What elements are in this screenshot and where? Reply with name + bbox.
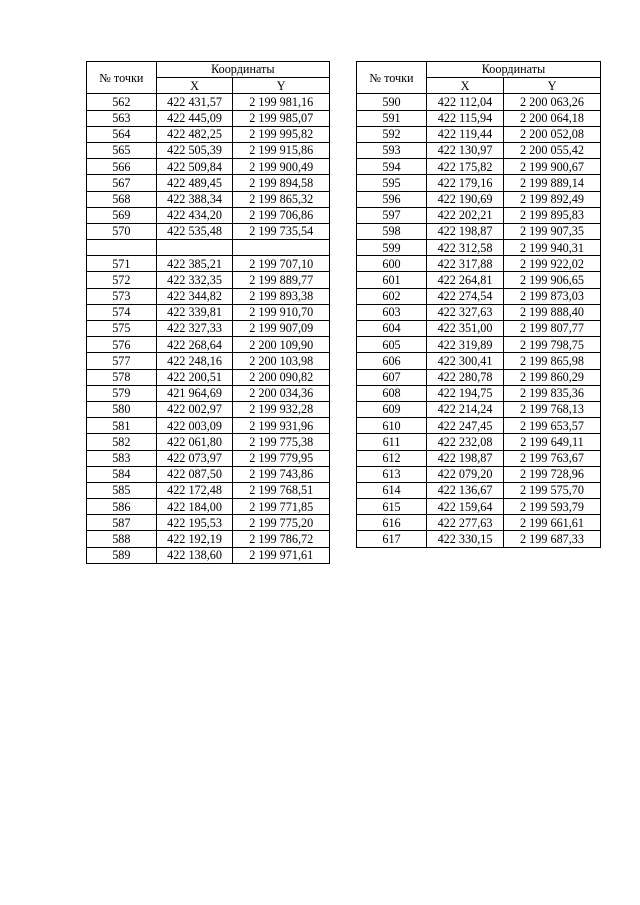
y-coordinate-cell: 2 199 728,96 <box>504 466 601 482</box>
y-coordinate-cell: 2 199 661,61 <box>504 515 601 531</box>
x-coordinate-cell: 422 112,04 <box>427 94 504 110</box>
table-row <box>357 369 601 385</box>
point-number-cell: 576 <box>87 337 157 353</box>
point-number-cell: 578 <box>87 369 157 385</box>
point-number-cell: 589 <box>87 547 157 563</box>
y-coordinate-cell: 2 199 768,13 <box>504 401 601 417</box>
x-coordinate-cell: 422 138,60 <box>156 547 233 563</box>
point-number-cell: 595 <box>357 175 427 191</box>
x-coordinate-cell: 422 179,16 <box>427 175 504 191</box>
y-coordinate-cell: 2 199 888,40 <box>504 304 601 320</box>
y-coordinate-cell: 2 199 771,85 <box>233 499 330 515</box>
y-coordinate-cell: 2 199 922,02 <box>504 256 601 272</box>
y-coordinate-cell: 2 199 860,29 <box>504 369 601 385</box>
x-coordinate-cell: 422 002,97 <box>156 401 233 417</box>
table-row <box>87 482 330 498</box>
y-coordinate-cell: 2 200 063,26 <box>504 94 601 110</box>
table-row <box>87 466 330 482</box>
x-coordinate-cell: 422 115,94 <box>427 110 504 126</box>
point-number-cell: 598 <box>357 223 427 239</box>
x-coordinate-cell: 422 159,64 <box>427 499 504 515</box>
x-coordinate-cell: 422 332,35 <box>156 272 233 288</box>
x-coordinate-cell: 422 061,80 <box>156 434 233 450</box>
table-row <box>87 369 330 385</box>
y-coordinate-cell: 2 199 735,54 <box>233 223 330 239</box>
header-point-no: № точки <box>357 62 427 94</box>
point-number-cell: 610 <box>357 418 427 434</box>
point-number-cell: 588 <box>87 531 157 547</box>
point-number-cell: 612 <box>357 450 427 466</box>
blank-row <box>87 240 330 256</box>
table-row <box>87 434 330 450</box>
point-number-cell: 566 <box>87 159 157 175</box>
table-row <box>357 94 601 110</box>
table-row <box>87 304 330 320</box>
table-row <box>87 94 330 110</box>
point-number-cell: 564 <box>87 126 157 142</box>
point-number-cell: 600 <box>357 256 427 272</box>
table-row <box>357 531 601 547</box>
point-number-cell: 569 <box>87 207 157 223</box>
x-coordinate-cell: 422 198,87 <box>427 223 504 239</box>
table-row <box>87 515 330 531</box>
x-coordinate-cell: 422 172,48 <box>156 482 233 498</box>
table-row <box>87 353 330 369</box>
point-number-cell: 611 <box>357 434 427 450</box>
table-row <box>87 256 330 272</box>
table-row <box>87 499 330 515</box>
x-coordinate-cell: 422 119,44 <box>427 126 504 142</box>
point-number-cell: 609 <box>357 401 427 417</box>
table-row <box>357 466 601 482</box>
header-coordinates: Координаты <box>427 62 601 78</box>
x-coordinate-cell: 422 312,58 <box>427 240 504 256</box>
table-row <box>357 337 601 353</box>
y-coordinate-cell: 2 200 109,90 <box>233 337 330 353</box>
point-number-cell: 606 <box>357 353 427 369</box>
point-number-cell: 614 <box>357 482 427 498</box>
point-number-cell: 584 <box>87 466 157 482</box>
table-row <box>87 159 330 175</box>
table-row <box>87 321 330 337</box>
y-coordinate-cell: 2 199 575,70 <box>504 482 601 498</box>
table-row <box>357 418 601 434</box>
point-number-cell: 580 <box>87 401 157 417</box>
point-number-cell: 585 <box>87 482 157 498</box>
table-row <box>87 288 330 304</box>
y-coordinate-cell: 2 199 775,38 <box>233 434 330 450</box>
x-coordinate-cell: 422 214,24 <box>427 401 504 417</box>
x-coordinate-cell: 422 434,20 <box>156 207 233 223</box>
x-coordinate-cell: 422 489,45 <box>156 175 233 191</box>
x-coordinate-cell: 422 073,97 <box>156 450 233 466</box>
point-number-cell: 592 <box>357 126 427 142</box>
table-row <box>87 401 330 417</box>
y-coordinate-cell: 2 200 103,98 <box>233 353 330 369</box>
table-row <box>87 223 330 239</box>
table-row <box>357 515 601 531</box>
x-coordinate-cell: 422 280,78 <box>427 369 504 385</box>
point-number-cell: 571 <box>87 256 157 272</box>
x-coordinate-cell: 422 192,19 <box>156 531 233 547</box>
y-coordinate-cell: 2 199 593,79 <box>504 499 601 515</box>
x-coordinate-cell: 422 535,48 <box>156 223 233 239</box>
table-row <box>357 240 601 256</box>
point-number-cell: 608 <box>357 385 427 401</box>
table-row <box>357 288 601 304</box>
y-coordinate-cell: 2 199 706,86 <box>233 207 330 223</box>
table-row <box>357 126 601 142</box>
x-coordinate-cell: 422 330,15 <box>427 531 504 547</box>
y-coordinate-cell: 2 199 873,03 <box>504 288 601 304</box>
x-coordinate-cell: 422 317,88 <box>427 256 504 272</box>
point-number-cell: 581 <box>87 418 157 434</box>
table-row <box>87 175 330 191</box>
y-coordinate-cell: 2 199 835,36 <box>504 385 601 401</box>
y-coordinate-cell <box>233 240 330 256</box>
y-coordinate-cell: 2 200 055,42 <box>504 142 601 158</box>
y-coordinate-cell: 2 199 932,28 <box>233 401 330 417</box>
y-coordinate-cell: 2 199 894,58 <box>233 175 330 191</box>
table-row <box>357 272 601 288</box>
table-row <box>357 223 601 239</box>
x-coordinate-cell: 422 175,82 <box>427 159 504 175</box>
y-coordinate-cell: 2 199 907,09 <box>233 321 330 337</box>
x-coordinate-cell: 422 339,81 <box>156 304 233 320</box>
x-coordinate-cell: 422 319,89 <box>427 337 504 353</box>
point-number-cell: 607 <box>357 369 427 385</box>
x-coordinate-cell: 422 194,75 <box>427 385 504 401</box>
table-row <box>87 272 330 288</box>
header-y: Y <box>504 78 601 94</box>
y-coordinate-cell: 2 199 779,95 <box>233 450 330 466</box>
y-coordinate-cell: 2 199 768,51 <box>233 482 330 498</box>
x-coordinate-cell: 422 277,63 <box>427 515 504 531</box>
x-coordinate-cell: 421 964,69 <box>156 385 233 401</box>
x-coordinate-cell: 422 130,97 <box>427 142 504 158</box>
point-number-cell: 563 <box>87 110 157 126</box>
y-coordinate-cell: 2 200 034,36 <box>233 385 330 401</box>
y-coordinate-cell: 2 199 707,10 <box>233 256 330 272</box>
table-row <box>357 142 601 158</box>
table-row <box>357 401 601 417</box>
x-coordinate-cell: 422 184,00 <box>156 499 233 515</box>
table-row <box>87 126 330 142</box>
point-number-cell: 617 <box>357 531 427 547</box>
point-number-cell: 574 <box>87 304 157 320</box>
x-coordinate-cell: 422 003,09 <box>156 418 233 434</box>
table-row <box>357 110 601 126</box>
point-number-cell: 599 <box>357 240 427 256</box>
x-coordinate-cell: 422 482,25 <box>156 126 233 142</box>
x-coordinate-cell: 422 232,08 <box>427 434 504 450</box>
y-coordinate-cell: 2 199 893,38 <box>233 288 330 304</box>
x-coordinate-cell <box>156 240 233 256</box>
y-coordinate-cell: 2 199 798,75 <box>504 337 601 353</box>
point-number-cell: 591 <box>357 110 427 126</box>
y-coordinate-cell: 2 199 649,11 <box>504 434 601 450</box>
point-number-cell: 567 <box>87 175 157 191</box>
x-coordinate-cell: 422 274,54 <box>427 288 504 304</box>
table-row <box>357 385 601 401</box>
y-coordinate-cell: 2 199 907,35 <box>504 223 601 239</box>
x-coordinate-cell: 422 388,34 <box>156 191 233 207</box>
y-coordinate-cell: 2 200 052,08 <box>504 126 601 142</box>
y-coordinate-cell: 2 199 915,86 <box>233 142 330 158</box>
y-coordinate-cell: 2 199 807,77 <box>504 321 601 337</box>
table-row <box>87 418 330 434</box>
x-coordinate-cell: 422 327,33 <box>156 321 233 337</box>
table-row <box>357 482 601 498</box>
table-row <box>87 191 330 207</box>
x-coordinate-cell: 422 344,82 <box>156 288 233 304</box>
point-number-cell: 587 <box>87 515 157 531</box>
table-row <box>87 547 330 563</box>
y-coordinate-cell: 2 199 865,32 <box>233 191 330 207</box>
y-coordinate-cell: 2 199 743,86 <box>233 466 330 482</box>
point-number-cell: 582 <box>87 434 157 450</box>
table-row <box>357 450 601 466</box>
header-point-no: № точки <box>87 62 157 94</box>
x-coordinate-cell: 422 385,21 <box>156 256 233 272</box>
point-number-cell: 615 <box>357 499 427 515</box>
y-coordinate-cell: 2 199 971,61 <box>233 547 330 563</box>
table-row <box>87 531 330 547</box>
x-coordinate-cell: 422 264,81 <box>427 272 504 288</box>
x-coordinate-cell: 422 136,67 <box>427 482 504 498</box>
x-coordinate-cell: 422 198,87 <box>427 450 504 466</box>
y-coordinate-cell: 2 199 985,07 <box>233 110 330 126</box>
table-row <box>87 337 330 353</box>
y-coordinate-cell: 2 199 900,67 <box>504 159 601 175</box>
y-coordinate-cell: 2 199 687,33 <box>504 531 601 547</box>
y-coordinate-cell: 2 199 910,70 <box>233 304 330 320</box>
y-coordinate-cell: 2 199 865,98 <box>504 353 601 369</box>
point-number-cell: 573 <box>87 288 157 304</box>
table-row <box>87 207 330 223</box>
x-coordinate-cell: 422 190,69 <box>427 191 504 207</box>
table-row <box>357 191 601 207</box>
y-coordinate-cell: 2 199 931,96 <box>233 418 330 434</box>
y-coordinate-cell: 2 199 895,83 <box>504 207 601 223</box>
y-coordinate-cell: 2 199 889,77 <box>233 272 330 288</box>
y-coordinate-cell: 2 199 981,16 <box>233 94 330 110</box>
y-coordinate-cell: 2 199 995,82 <box>233 126 330 142</box>
point-number-cell: 605 <box>357 337 427 353</box>
point-number-cell: 577 <box>87 353 157 369</box>
point-number-cell: 603 <box>357 304 427 320</box>
table-row <box>357 256 601 272</box>
x-coordinate-cell: 422 505,39 <box>156 142 233 158</box>
table-row <box>357 434 601 450</box>
point-number-cell: 597 <box>357 207 427 223</box>
y-coordinate-cell: 2 200 064,18 <box>504 110 601 126</box>
table-row <box>87 142 330 158</box>
table-row <box>357 499 601 515</box>
point-number-cell: 601 <box>357 272 427 288</box>
x-coordinate-cell: 422 509,84 <box>156 159 233 175</box>
point-number-cell: 562 <box>87 94 157 110</box>
table-row <box>357 207 601 223</box>
point-number-cell: 593 <box>357 142 427 158</box>
x-coordinate-cell: 422 445,09 <box>156 110 233 126</box>
x-coordinate-cell: 422 248,16 <box>156 353 233 369</box>
point-number-cell <box>87 240 157 256</box>
point-number-cell: 590 <box>357 94 427 110</box>
table-row <box>357 175 601 191</box>
coordinates-table-right <box>356 61 601 548</box>
table-row <box>87 385 330 401</box>
header-y: Y <box>233 78 330 94</box>
table-row <box>357 353 601 369</box>
point-number-cell: 602 <box>357 288 427 304</box>
y-coordinate-cell: 2 199 906,65 <box>504 272 601 288</box>
x-coordinate-cell: 422 247,45 <box>427 418 504 434</box>
y-coordinate-cell: 2 199 889,14 <box>504 175 601 191</box>
x-coordinate-cell: 422 300,41 <box>427 353 504 369</box>
point-number-cell: 583 <box>87 450 157 466</box>
coordinates-table-left <box>86 61 330 564</box>
point-number-cell: 586 <box>87 499 157 515</box>
table-row <box>87 450 330 466</box>
header-coordinates: Координаты <box>156 62 329 78</box>
y-coordinate-cell: 2 199 786,72 <box>233 531 330 547</box>
point-number-cell: 572 <box>87 272 157 288</box>
x-coordinate-cell: 422 087,50 <box>156 466 233 482</box>
table-row <box>357 159 601 175</box>
y-coordinate-cell: 2 199 900,49 <box>233 159 330 175</box>
point-number-cell: 565 <box>87 142 157 158</box>
x-coordinate-cell: 422 431,57 <box>156 94 233 110</box>
point-number-cell: 604 <box>357 321 427 337</box>
point-number-cell: 594 <box>357 159 427 175</box>
x-coordinate-cell: 422 327,63 <box>427 304 504 320</box>
point-number-cell: 613 <box>357 466 427 482</box>
point-number-cell: 596 <box>357 191 427 207</box>
y-coordinate-cell: 2 199 763,67 <box>504 450 601 466</box>
point-number-cell: 579 <box>87 385 157 401</box>
header-x: X <box>427 78 504 94</box>
x-coordinate-cell: 422 268,64 <box>156 337 233 353</box>
point-number-cell: 570 <box>87 223 157 239</box>
x-coordinate-cell: 422 079,20 <box>427 466 504 482</box>
y-coordinate-cell: 2 199 653,57 <box>504 418 601 434</box>
y-coordinate-cell: 2 199 940,31 <box>504 240 601 256</box>
y-coordinate-cell: 2 200 090,82 <box>233 369 330 385</box>
table-row <box>87 110 330 126</box>
y-coordinate-cell: 2 199 775,20 <box>233 515 330 531</box>
table-row <box>357 304 601 320</box>
point-number-cell: 568 <box>87 191 157 207</box>
x-coordinate-cell: 422 351,00 <box>427 321 504 337</box>
y-coordinate-cell: 2 199 892,49 <box>504 191 601 207</box>
point-number-cell: 575 <box>87 321 157 337</box>
x-coordinate-cell: 422 202,21 <box>427 207 504 223</box>
x-coordinate-cell: 422 200,51 <box>156 369 233 385</box>
header-x: X <box>156 78 233 94</box>
x-coordinate-cell: 422 195,53 <box>156 515 233 531</box>
point-number-cell: 616 <box>357 515 427 531</box>
table-row <box>357 321 601 337</box>
